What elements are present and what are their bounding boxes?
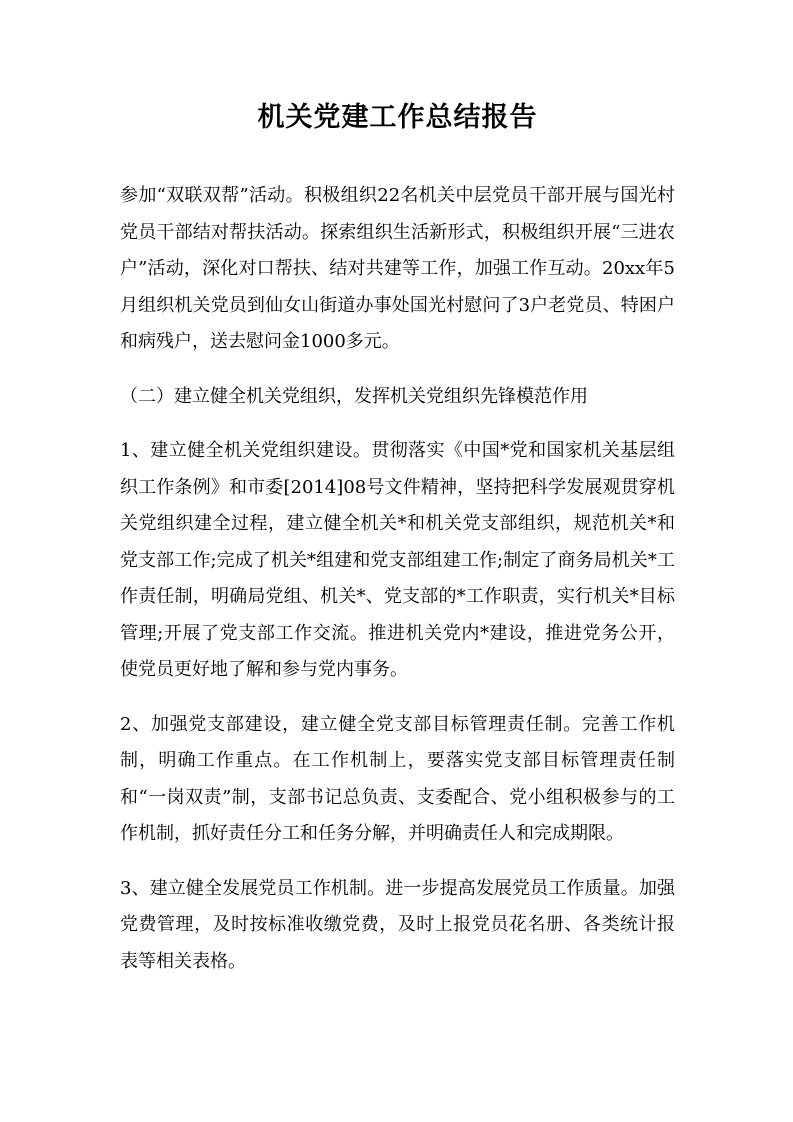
paragraph-activities: 参加“双联双帮”活动。积极组织22名机关中层党员干部开展与国光村党员干部结对帮扶活动。探索组织生活新形式，积极组织开展“三进农户”活动，深化对口帮扶、结对共建等工作，加强工作互动。20xx年5月组织机关党员到仙女山街道办事处国光村慰问了3户老党员、特困户和病残户，送去慰问金1000多元。: [120, 185, 675, 352]
paragraph-item-2: 2、加强党支部建设，建立健全党支部目标管理责任制。完善工作机制，明确工作重点。在工作机制上，要落实党支部目标管理责任制和“一岗双责”制，支部书记总负责、支委配合、党小组积极参与的工作机制，抓好责任分工和任务分解，并明确责任人和完成期限。: [120, 713, 675, 844]
document-title: 机关党建工作总结报告: [257, 102, 538, 133]
section-heading-2: （二）建立健全机关党组织，发挥机关党组织先锋模范作用: [120, 385, 588, 407]
paragraph-item-1: 1、建立健全机关党组织建设。贯彻落实《中国*党和国家机关基层组织工作条例》和市委[2014]08号文件精神，坚持把科学发展观贯穿机关党组织建全过程，建立健全机关*和机关党支部组织，规范机关*和党支部工作;完成了机关*组建和党支部组建工作;制定了商务局机关*工作责任制，明确局党组、机关*、党支部的*工作职责，实行机关*目标管理;开展了党支部工作交流。推进机关党内*建设，推进党务公开，使党员更好地了解和参与党内事务。: [120, 440, 675, 680]
paragraph-item-3: 3、建立健全发展党员工作机制。进一步提高发展党员工作质量。加强党费管理，及时按标准收缴党费，及时上报党员花名册、各类统计报表等相关表格。: [120, 877, 675, 972]
